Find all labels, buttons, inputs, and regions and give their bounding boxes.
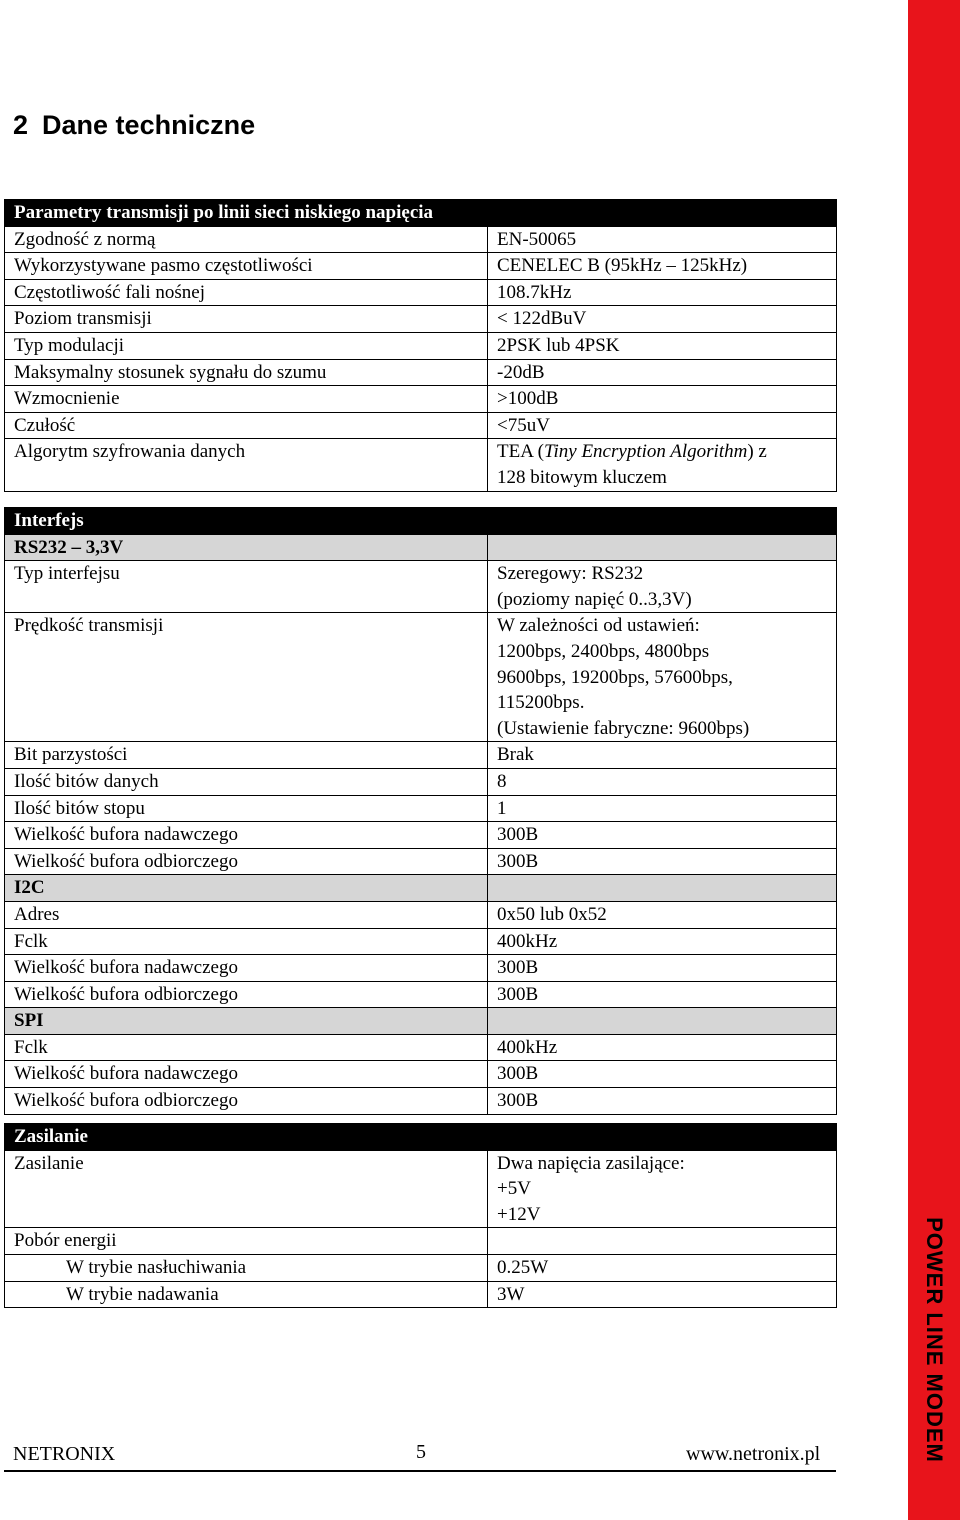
- section-number: 2: [13, 110, 29, 140]
- table-row: [5, 332, 837, 359]
- i2c-subheader: I2C: [5, 875, 488, 902]
- encryption-value-line1: TEA (Tiny Encryption Algorithm) z: [497, 441, 767, 463]
- row-value: <75uV: [488, 412, 837, 439]
- row-label: Wielkość bufora odbiorczego: [5, 1088, 488, 1115]
- table-row: [5, 386, 837, 413]
- row-label: Wielkość bufora nadawczego: [5, 822, 488, 849]
- table-row: [5, 981, 837, 1008]
- row-value: 300B: [488, 1088, 837, 1115]
- row-label: Poziom transmisji: [5, 306, 488, 333]
- transmission-header: Parametry transmisji po linii sieci niskiego napięcia: [5, 200, 837, 227]
- transmission-table: [4, 199, 837, 492]
- table-row: [5, 306, 837, 333]
- spi-subheader: SPI: [5, 1008, 488, 1035]
- encryption-value-line2: 128 bitowym kluczem: [497, 466, 667, 488]
- row-label: Maksymalny stosunek sygnału do szumu: [5, 359, 488, 386]
- row-label: Zgodność z normą: [5, 226, 488, 253]
- row-value: 0.25W: [488, 1254, 837, 1281]
- row-value: 300B: [488, 822, 837, 849]
- row-value: 400kHz: [488, 928, 837, 955]
- row-label: Typ interfejsu: [5, 561, 488, 613]
- row-label: Wykorzystywane pasmo częstotliwości: [5, 253, 488, 280]
- table-row: [5, 561, 837, 613]
- table-row: [5, 928, 837, 955]
- row-value: 8: [488, 768, 837, 795]
- table-row: [5, 901, 837, 928]
- section-title: Dane techniczne: [42, 110, 256, 140]
- footer-divider: [4, 1470, 836, 1472]
- interface-table: [4, 507, 837, 1115]
- row-value: Brak: [488, 742, 837, 769]
- row-value: EN-50065: [488, 226, 837, 253]
- table-row: [5, 742, 837, 769]
- row-label: Fclk: [5, 928, 488, 955]
- row-label: Ilość bitów stopu: [5, 795, 488, 822]
- row-label: Wielkość bufora nadawczego: [5, 955, 488, 982]
- row-label: Pobór energii: [5, 1228, 488, 1255]
- section-heading: [13, 110, 255, 141]
- table-row: [5, 1228, 837, 1255]
- encryption-algorithm-name: Tiny Encryption Algorithm: [543, 441, 748, 463]
- row-value: 0x50 lub 0x52: [488, 901, 837, 928]
- row-label: W trybie nadawania: [5, 1281, 488, 1308]
- page-number: 5: [416, 1441, 426, 1463]
- row-value: 2PSK lub 4PSK: [488, 332, 837, 359]
- row-label: Wielkość bufora odbiorczego: [5, 981, 488, 1008]
- row-label: Prędkość transmisji: [5, 613, 488, 742]
- row-label: Fclk: [5, 1034, 488, 1061]
- table-row: [5, 439, 837, 491]
- table-row: [5, 822, 837, 849]
- power-table: [4, 1123, 837, 1308]
- row-value: 300B: [488, 848, 837, 875]
- side-label: POWER LINE MODEM: [922, 1217, 947, 1463]
- row-label: Czułość: [5, 412, 488, 439]
- row-value: [488, 439, 837, 491]
- row-value: 3W: [488, 1281, 837, 1308]
- row-value: 300B: [488, 981, 837, 1008]
- table-row: [5, 848, 837, 875]
- table-row: [5, 1150, 837, 1228]
- table-row: [5, 613, 837, 742]
- table-row: [5, 1088, 837, 1115]
- table-row: [5, 795, 837, 822]
- table-row: [5, 1061, 837, 1088]
- table-row: [5, 1254, 837, 1281]
- table-row: [5, 226, 837, 253]
- footer-website: www.netronix.pl: [686, 1443, 821, 1465]
- row-value: < 122dBuV: [488, 306, 837, 333]
- table-row: [5, 412, 837, 439]
- rs232-subheader: RS232 – 3,3V: [5, 534, 488, 561]
- row-label: Typ modulacji: [5, 332, 488, 359]
- table-row: [5, 279, 837, 306]
- row-label: Ilość bitów danych: [5, 768, 488, 795]
- row-value: 300B: [488, 955, 837, 982]
- row-value: 1: [488, 795, 837, 822]
- row-value: 108.7kHz: [488, 279, 837, 306]
- power-header: Zasilanie: [5, 1124, 837, 1151]
- table-row: [5, 955, 837, 982]
- table-row: [5, 1281, 837, 1308]
- table-row: [5, 359, 837, 386]
- table-row: [5, 1034, 837, 1061]
- footer-company: NETRONIX: [13, 1443, 116, 1465]
- table-row: [5, 253, 837, 280]
- table-row: [5, 768, 837, 795]
- row-label: Zasilanie: [5, 1150, 488, 1228]
- row-label: W trybie nasłuchiwania: [5, 1254, 488, 1281]
- row-value: 400kHz: [488, 1034, 837, 1061]
- row-value: -20dB: [488, 359, 837, 386]
- interface-header: Interfejs: [5, 508, 837, 535]
- row-value: >100dB: [488, 386, 837, 413]
- row-value: 300B: [488, 1061, 837, 1088]
- row-label: Adres: [5, 901, 488, 928]
- row-label: Wielkość bufora nadawczego: [5, 1061, 488, 1088]
- row-value: CENELEC B (95kHz – 125kHz): [488, 253, 837, 280]
- row-label: Wzmocnienie: [5, 386, 488, 413]
- row-label: Algorytm szyfrowania danych: [5, 439, 488, 491]
- row-label: Bit parzystości: [5, 742, 488, 769]
- row-label: Częstotliwość fali nośnej: [5, 279, 488, 306]
- row-value: Szeregowy: RS232 (poziomy napięć 0..3,3V): [488, 561, 837, 613]
- row-value: W zależności od ustawień: 1200bps, 2400bps, 4800bps 9600bps, 19200bps, 57600bps, 115200bps. (Ustawienie fabryczne: 9600bps): [488, 613, 837, 742]
- row-label: Wielkość bufora odbiorczego: [5, 848, 488, 875]
- row-value: Dwa napięcia zasilające: +5V +12V: [488, 1150, 837, 1228]
